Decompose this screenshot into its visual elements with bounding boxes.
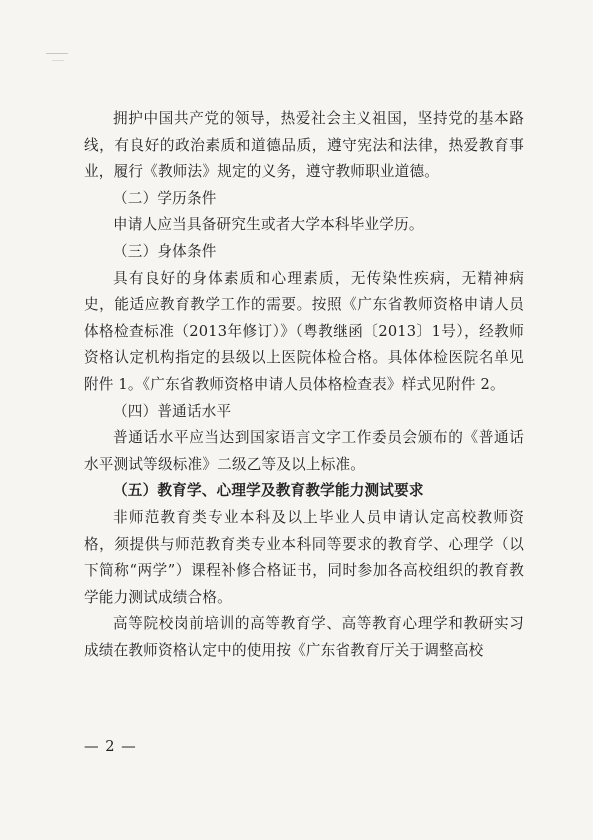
heading-pedagogy-tests: （五）教育学、心理学及教育教学能力测试要求 (113, 482, 424, 500)
heading-health-requirements: （三）身体条件 (113, 242, 217, 260)
page-number: — 2 — (84, 738, 137, 755)
paragraph-political-requirements: 拥护中国共产党的领导，热爱社会主义祖国，坚持党的基本路线，有良好的政治素质和道德品质，遵守宪法和法律，热爱教育事业，履行《教师法》规定的义务，遵守教师职业道德。 (84, 110, 524, 181)
heading-mandarin-level: （四）普通话水平 (113, 402, 232, 420)
heading-education-requirements: （二）学历条件 (113, 189, 217, 207)
scan-artifact (52, 60, 64, 61)
paragraph-education-requirements: 申请人应当具备研究生或者大学本科毕业学历。 (113, 216, 424, 234)
paragraph-pre-service-training: 高等院校岗前培训的高等教育学、高等教育心理学和教研实习成绩在教师资格认定中的使用按《广东省教育厅关于调整高校 (84, 615, 524, 659)
scan-artifact (46, 53, 68, 54)
paragraph-mandarin-level: 普通话水平应当达到国家语言文字工作委员会颁布的《普通话水平测试等级标准》二级乙等及以上标准。 (84, 429, 524, 473)
paragraph-pedagogy-tests: 非师范教育类专业本科及以上毕业人员申请认定高校教师资格，须提供与师范教育类专业本科同等要求的教育学、心理学（以下简称“两学”）课程补修合格证书，同时参加各高校组织的教育教学能力测试成绩合格。 (84, 508, 524, 606)
document-body (84, 106, 524, 664)
paragraph-health-requirements: 具有良好的身体素质和心理素质，无传染性疾病，无精神病史，能适应教育教学工作的需要。按照《广东省教师资格申请人员体格检查标准（2013年修订）》（粤教继函〔2013〕1号），经教师资格认定机构指定的县级以上医院体检合格。具体体检医院名单见附件 1。《广东省教师资格申请人员体格检查表》样式见附件 2。 (84, 269, 524, 393)
